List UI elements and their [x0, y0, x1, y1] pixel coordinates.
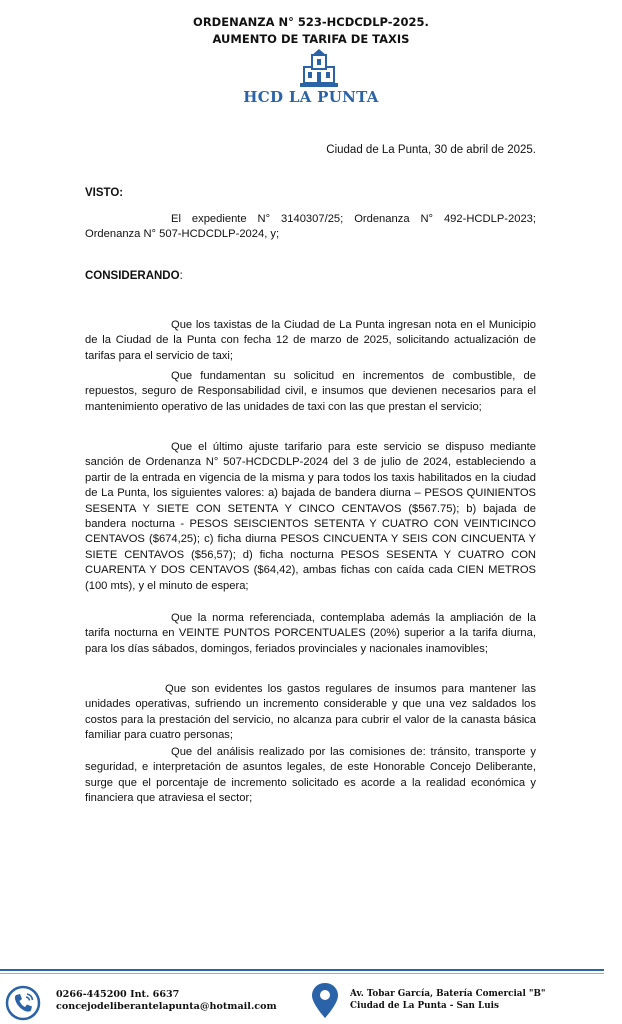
document-title: ORDENANZA N° 523-HCDCDLP-2025. — [193, 15, 429, 29]
paragraph: Que del análisis realizado por las comisiones de: tránsito, transporte y seguridad, e interpretación de asuntos legales, de este Honorable Concejo Deliberante, surge que el porcentaje de incremento solicitado es acorde a la realidad económica y financiera que atraviesa el sector; — [85, 746, 536, 805]
paragraph: Que son evidentes los gastos regulares de insumos para mantener las unidades operativas, sufriendo un incremento considerable y que una vez saldados los costos para la prestación del servicio, no alcanza para cubrir el valor de la canasta básica familiar para cuatro personas; — [85, 683, 536, 742]
paragraph: Que los taxistas de la Ciudad de La Punta ingresan nota en el Municipio de la Ciudad de la Punta con fecha 12 de marzo de 2025, solicitando actualización de tarifas para el servicio de taxi; — [85, 319, 536, 362]
visto-heading: VISTO: — [85, 187, 124, 199]
paragraph: Que la norma referenciada, contemplaba además la ampliación de la tarifa nocturna en VEINTE PUNTOS PORCENTUALES (20%) superior a la tarifa diurna, para los días sábados, domingos, feriados provinciales y nacionales inamovibles; — [85, 612, 536, 655]
footer-address-line2: Ciudad de La Punta - San Luis — [350, 1001, 499, 1011]
footer-address-line1: Av. Tobar García, Batería Comercial "B" — [350, 989, 546, 999]
paragraph: Que fundamentan su solicitud en incrementos de combustible, de repuestos, seguro de Responsabilidad civil, e insumos que devienen necesarios para el mantenimiento operativo de las unidades de taxi con las que prestan el servicio; — [85, 370, 536, 413]
paragraph: Que el último ajuste tarifario para este servicio se dispuso mediante sanción de Ordenanza N° 507-HCDCDLP-2024 del 3 de julio de 2024, estableciendo a partir de la entrada en vigencia de la misma y para todos los taxis habilitados en la ciudad de La Punta, los siguientes valores: a) bajada de bandera diurna – PESOS QUINIENTOS SESENTA Y SIETE CON SETENTA Y CINCO CENTAVOS ($567.75); b) bajada de bandera nocturna - PESOS SEISCIENTOS SETENTA Y CUATRO CON VEINTICINCO CENTAVOS ($674,25); c) ficha diurna PESOS CINCUENTA Y SEIS CON CINCUENTA Y SIETE CENTAVOS ($56,57); d) ficha nocturna PESOS SESENTA Y CUATRO CON CUARENTA Y DOS CENTAVOS ($64,42), ambas fichas con caída cada CIEN METROS (100 mts), y el minuto de espera; — [85, 441, 536, 592]
logo-text: HCD LA PUNTA — [243, 88, 379, 106]
considerando-heading-colon: : — [179, 270, 183, 282]
phone-icon — [5, 985, 41, 1021]
footer-phone: 0266-445200 Int. 6637 — [56, 989, 180, 1000]
considerando-heading-text: CONSIDERANDO — [85, 270, 180, 282]
tower-building-icon — [298, 47, 340, 89]
visto-text: El expediente N° 3140307/25; Ordenanza N° 492-HCDLP-2023; Ordenanza N° 507-HCDCDLP-2024, y; — [85, 213, 536, 241]
location-pin-icon — [310, 982, 340, 1020]
document-date: Ciudad de La Punta, 30 de abril de 2025. — [326, 144, 536, 156]
footer-divider — [0, 969, 604, 971]
footer-email: concejodeliberantelapunta@hotmail.com — [56, 1001, 277, 1012]
footer-divider-thin — [0, 973, 604, 974]
considerando-heading — [85, 270, 183, 282]
document-subtitle: AUMENTO DE TARIFA DE TAXIS — [212, 32, 410, 46]
